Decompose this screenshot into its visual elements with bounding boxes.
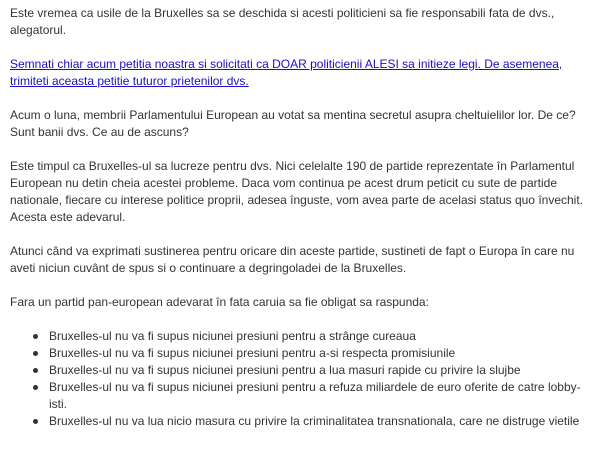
bullet-icon [33,368,38,373]
list-item-text: Bruxelles-ul nu va lua nicio masura cu privire la criminalitatea transnationala, care ne distruge vietile [49,414,580,428]
petition-link[interactable]: Semnati chiar acum petitia noastra si solicitati ca DOAR politicienii ALESI sa initieze legi. De asemenea, trimiteti aceasta petitie tuturor prietenilor dvs. [10,57,563,88]
bullet-icon [33,334,38,339]
list-item [49,328,588,345]
list-item-text: Bruxelles-ul nu va fi supus niciunei presiuni pentru a lua masuri rapide cu privire la slujbe [49,363,521,377]
list-item [49,362,588,379]
list-item-text: Bruxelles-ul nu va fi supus niciunei presiuni pentru a-si respecta promisiunile [49,346,456,360]
support-paragraph: Atunci când va exprimati sustinerea pentru oricare din aceste partide, sustineti de fapt o Europa în care nu aveti niciun cuvânt de spus si o continuare a degringoladei de la Bruxelles. [10,244,575,275]
list-item-text: Bruxelles-ul nu va fi supus niciunei presiuni pentru a strânge cureaua [49,329,416,343]
secret-vote-paragraph: Acum o luna, membrii Parlamentului European au votat sa mentina secretul asupra cheltuielilor lor. De ce? Sunt banii dvs. Ce au de ascuns? [10,108,576,139]
pan-european-paragraph: Fara un partid pan-european adevarat în fata caruia sa fie obligat sa raspunda: [10,295,429,309]
intro-paragraph: Este vremea ca usile de la Bruxelles sa se deschida si acesti politicieni sa fie responsabili fata de dvs., alegatorul. [10,6,555,37]
parties-paragraph: Este timpul ca Bruxelles-ul sa lucreze pentru dvs. Nici celelalte 190 de partide reprezentate în Parlamentul European nu detin cheia acestei probleme. Daca vom continua pe acest drum peticit cu sute de partide nationale, fiecare cu interese politice proprii, adesea înguste, vom avea parte de acelasi status quo învechit. Acesta este adevarul. [10,159,584,224]
bullet-icon [33,419,38,424]
bullet-icon [33,351,38,356]
list-item-text: Bruxelles-ul nu va fi supus niciunei presiuni pentru a refuza miliardele de euro oferite de catre lobby-isti. [49,380,581,411]
demands-list [10,328,588,430]
list-item [49,379,588,413]
list-item [49,345,588,362]
petition-paragraph [10,56,588,90]
article-body [10,5,588,430]
list-item [49,413,588,430]
bullet-icon [33,385,38,390]
